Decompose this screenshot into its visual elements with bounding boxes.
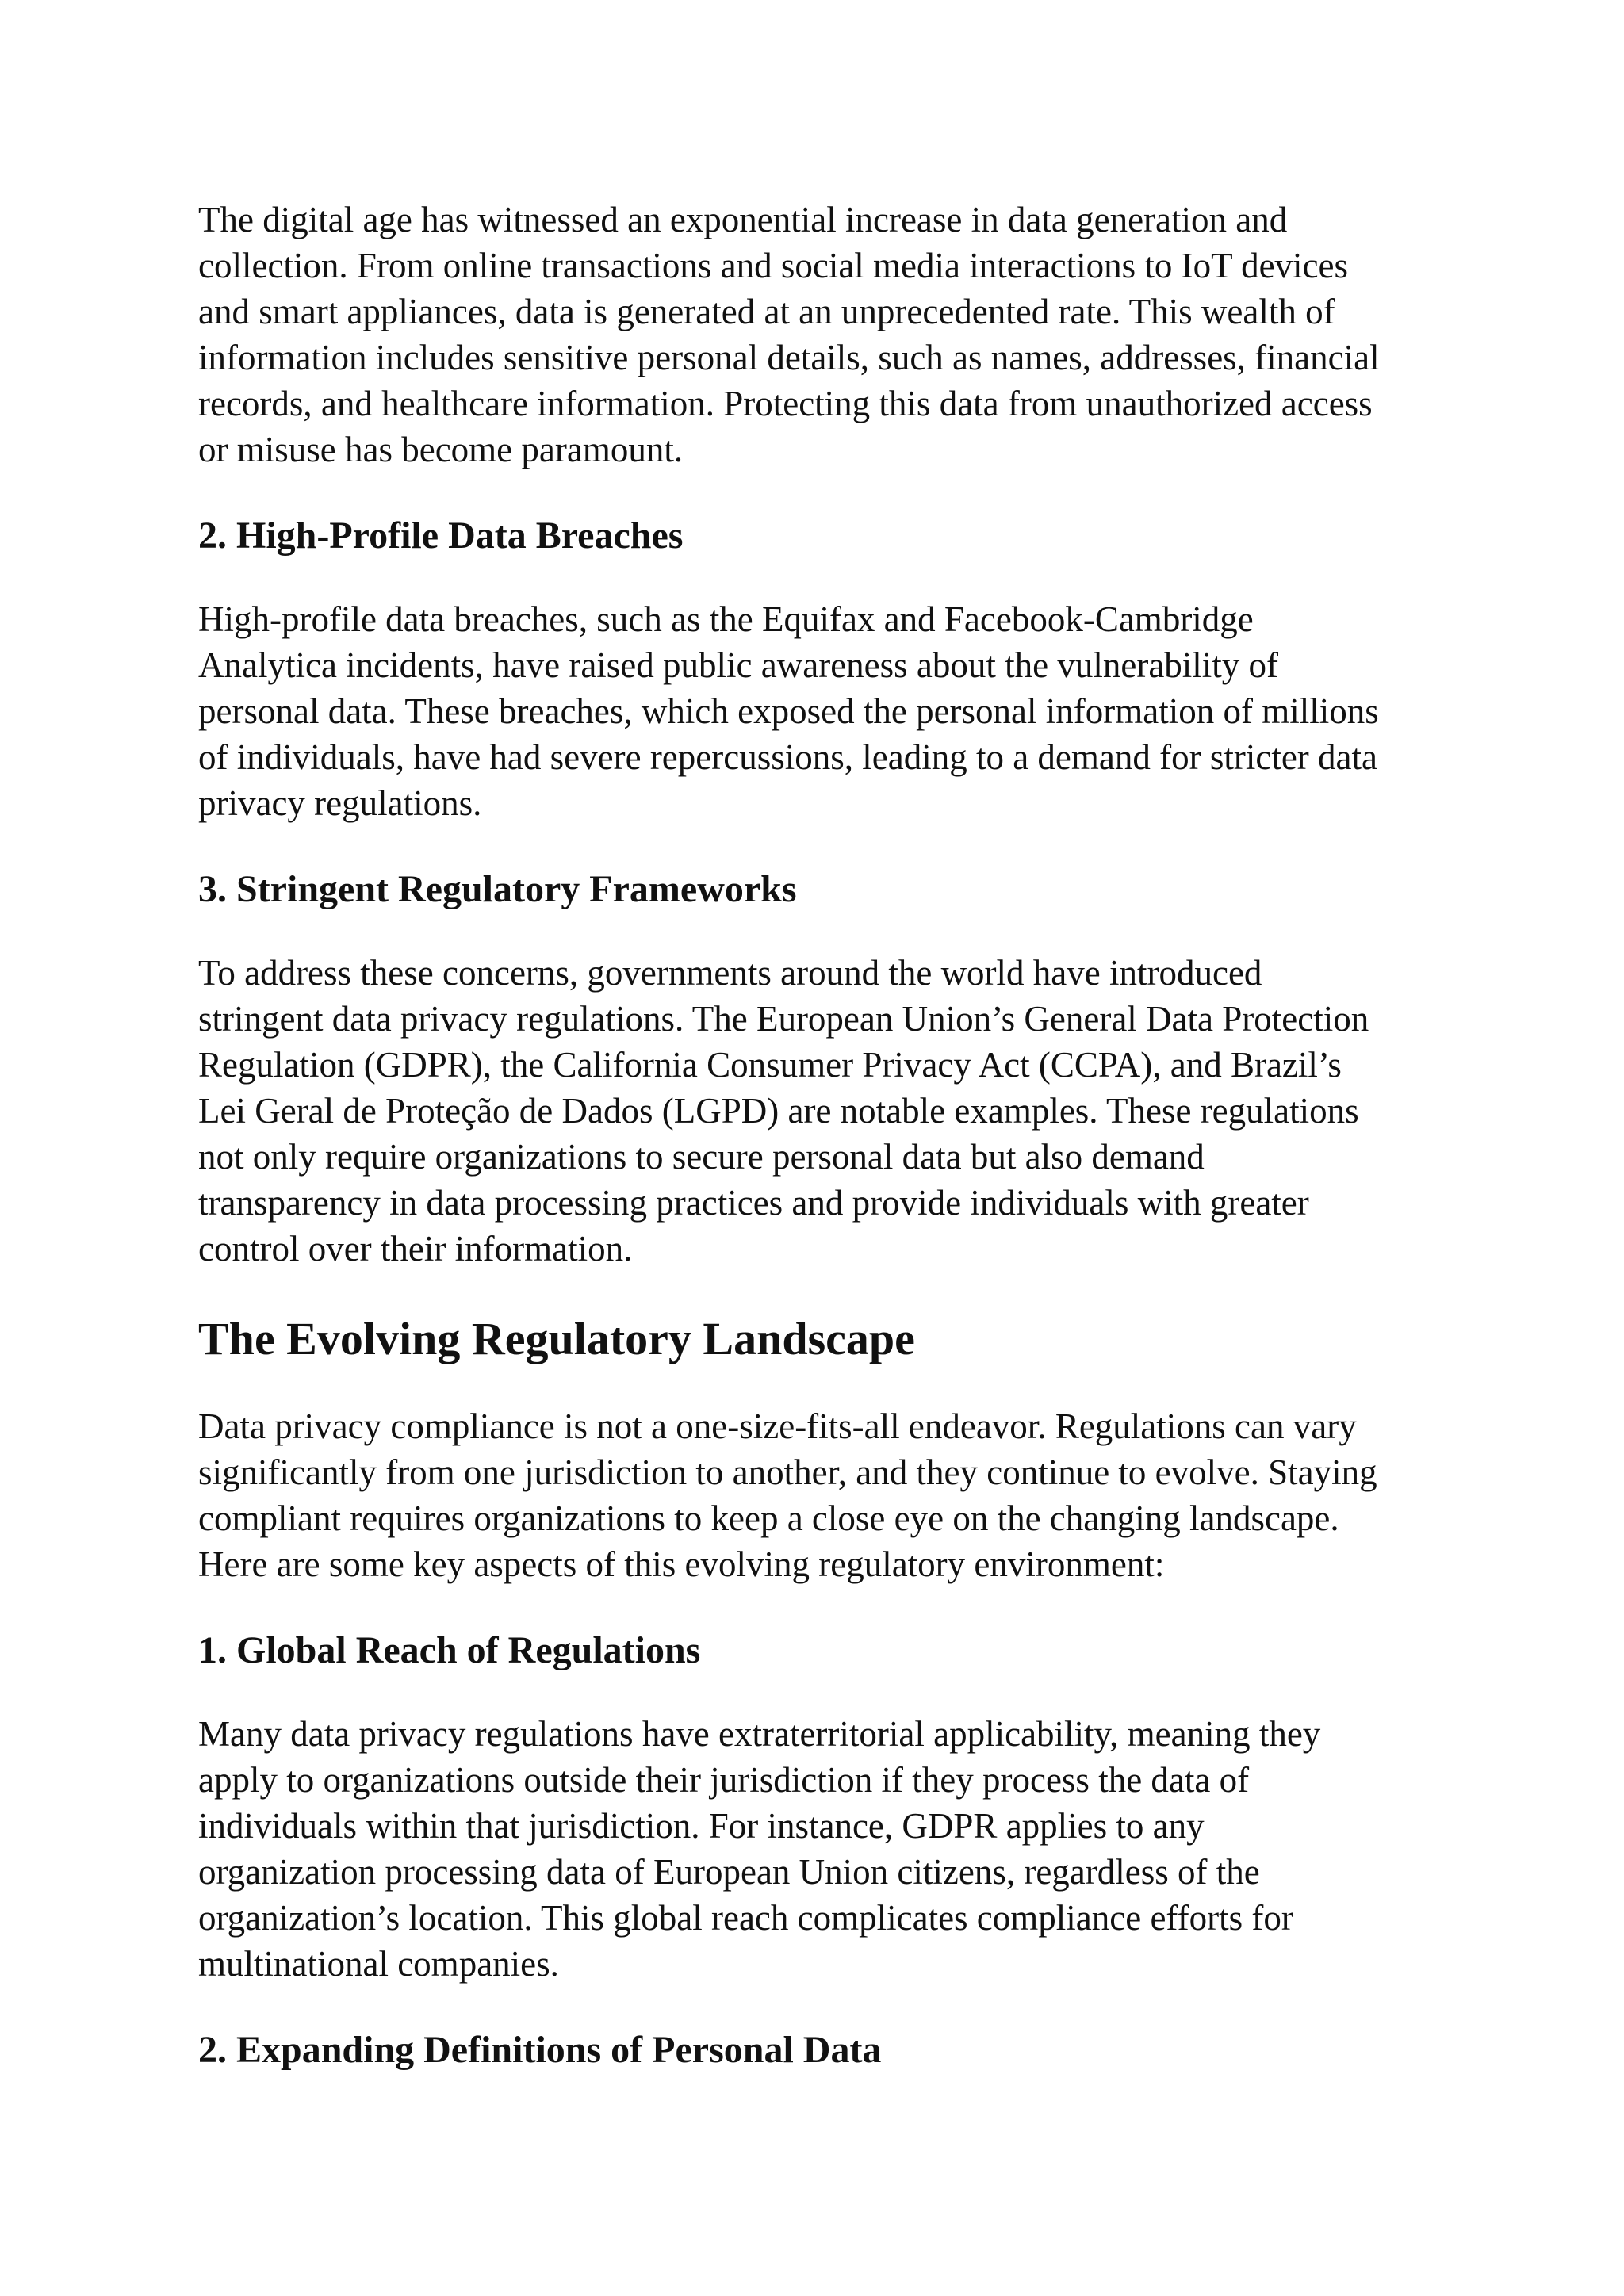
paragraph-line: of individuals, have had severe repercussions, leading to a demand for stricter data bbox=[198, 737, 1377, 777]
paragraph-line: and smart appliances, data is generated at an unprecedented rate. This wealth of bbox=[198, 292, 1335, 331]
paragraph-line: Many data privacy regulations have extraterritorial applicability, meaning they bbox=[198, 1714, 1321, 1754]
paragraph-line: The digital age has witnessed an exponential increase in data generation and bbox=[198, 200, 1288, 239]
paragraph-line: information includes sensitive personal details, such as names, addresses, financial bbox=[198, 338, 1380, 377]
paragraph-line: stringent data privacy regulations. The European Union’s General Data Protection bbox=[198, 999, 1369, 1039]
paragraph-line: records, and healthcare information. Protecting this data from unauthorized access bbox=[198, 384, 1373, 423]
paragraph-line: or misuse has become paramount. bbox=[198, 430, 684, 469]
paragraph-line: apply to organizations outside their jurisdiction if they process the data of bbox=[198, 1760, 1250, 1800]
frameworks-paragraph bbox=[198, 950, 1451, 1272]
global-reach-paragraph bbox=[198, 1711, 1451, 1987]
heading-regulatory-frameworks: 3. Stringent Regulatory Frameworks bbox=[198, 868, 797, 910]
paragraph-line: Here are some key aspects of this evolving regulatory environment: bbox=[198, 1544, 1165, 1584]
heading-data-breaches: 2. High-Profile Data Breaches bbox=[198, 515, 684, 557]
paragraph-line: To address these concerns, governments around the world have introduced bbox=[198, 953, 1262, 993]
paragraph-line: Lei Geral de Proteção de Dados (LGPD) are notable examples. These regulations bbox=[198, 1091, 1359, 1131]
paragraph-line: organization’s location. This global reach complicates compliance efforts for bbox=[198, 1898, 1293, 1938]
paragraph-line: Data privacy compliance is not a one-size-fits-all endeavor. Regulations can vary bbox=[198, 1406, 1357, 1446]
paragraph-line: multinational companies. bbox=[198, 1944, 559, 1984]
paragraph-line: Regulation (GDPR), the California Consumer Privacy Act (CCPA), and Brazil’s bbox=[198, 1045, 1342, 1085]
paragraph-line: organization processing data of European Union citizens, regardless of the bbox=[198, 1852, 1260, 1892]
paragraph-line: not only require organizations to secure personal data but also demand bbox=[198, 1137, 1205, 1177]
paragraph-line: compliant requires organizations to keep a close eye on the changing landscape. bbox=[198, 1498, 1339, 1538]
heading-global-reach: 1. Global Reach of Regulations bbox=[198, 1629, 701, 1671]
landscape-paragraph bbox=[198, 1403, 1451, 1587]
heading-evolving-landscape: The Evolving Regulatory Landscape bbox=[198, 1313, 915, 1364]
breaches-paragraph bbox=[198, 596, 1451, 826]
paragraph-line: control over their information. bbox=[198, 1229, 633, 1269]
paragraph-line: High-profile data breaches, such as the Equifax and Facebook-Cambridge bbox=[198, 599, 1254, 639]
document-page bbox=[198, 197, 1451, 2110]
paragraph-line: collection. From online transactions and social media interactions to IoT devices bbox=[198, 246, 1349, 285]
paragraph-line: personal data. These breaches, which exposed the personal information of millions bbox=[198, 691, 1379, 731]
heading-personal-data-definitions: 2. Expanding Definitions of Personal Data bbox=[198, 2029, 882, 2071]
paragraph-line: Analytica incidents, have raised public awareness about the vulnerability of bbox=[198, 645, 1279, 685]
paragraph-line: individuals within that jurisdiction. For instance, GDPR applies to any bbox=[198, 1806, 1205, 1846]
paragraph-line: transparency in data processing practices and provide individuals with greater bbox=[198, 1183, 1309, 1223]
intro-paragraph bbox=[198, 197, 1451, 473]
paragraph-line: significantly from one jurisdiction to another, and they continue to evolve. Staying bbox=[198, 1452, 1377, 1492]
paragraph-line: privacy regulations. bbox=[198, 783, 482, 823]
